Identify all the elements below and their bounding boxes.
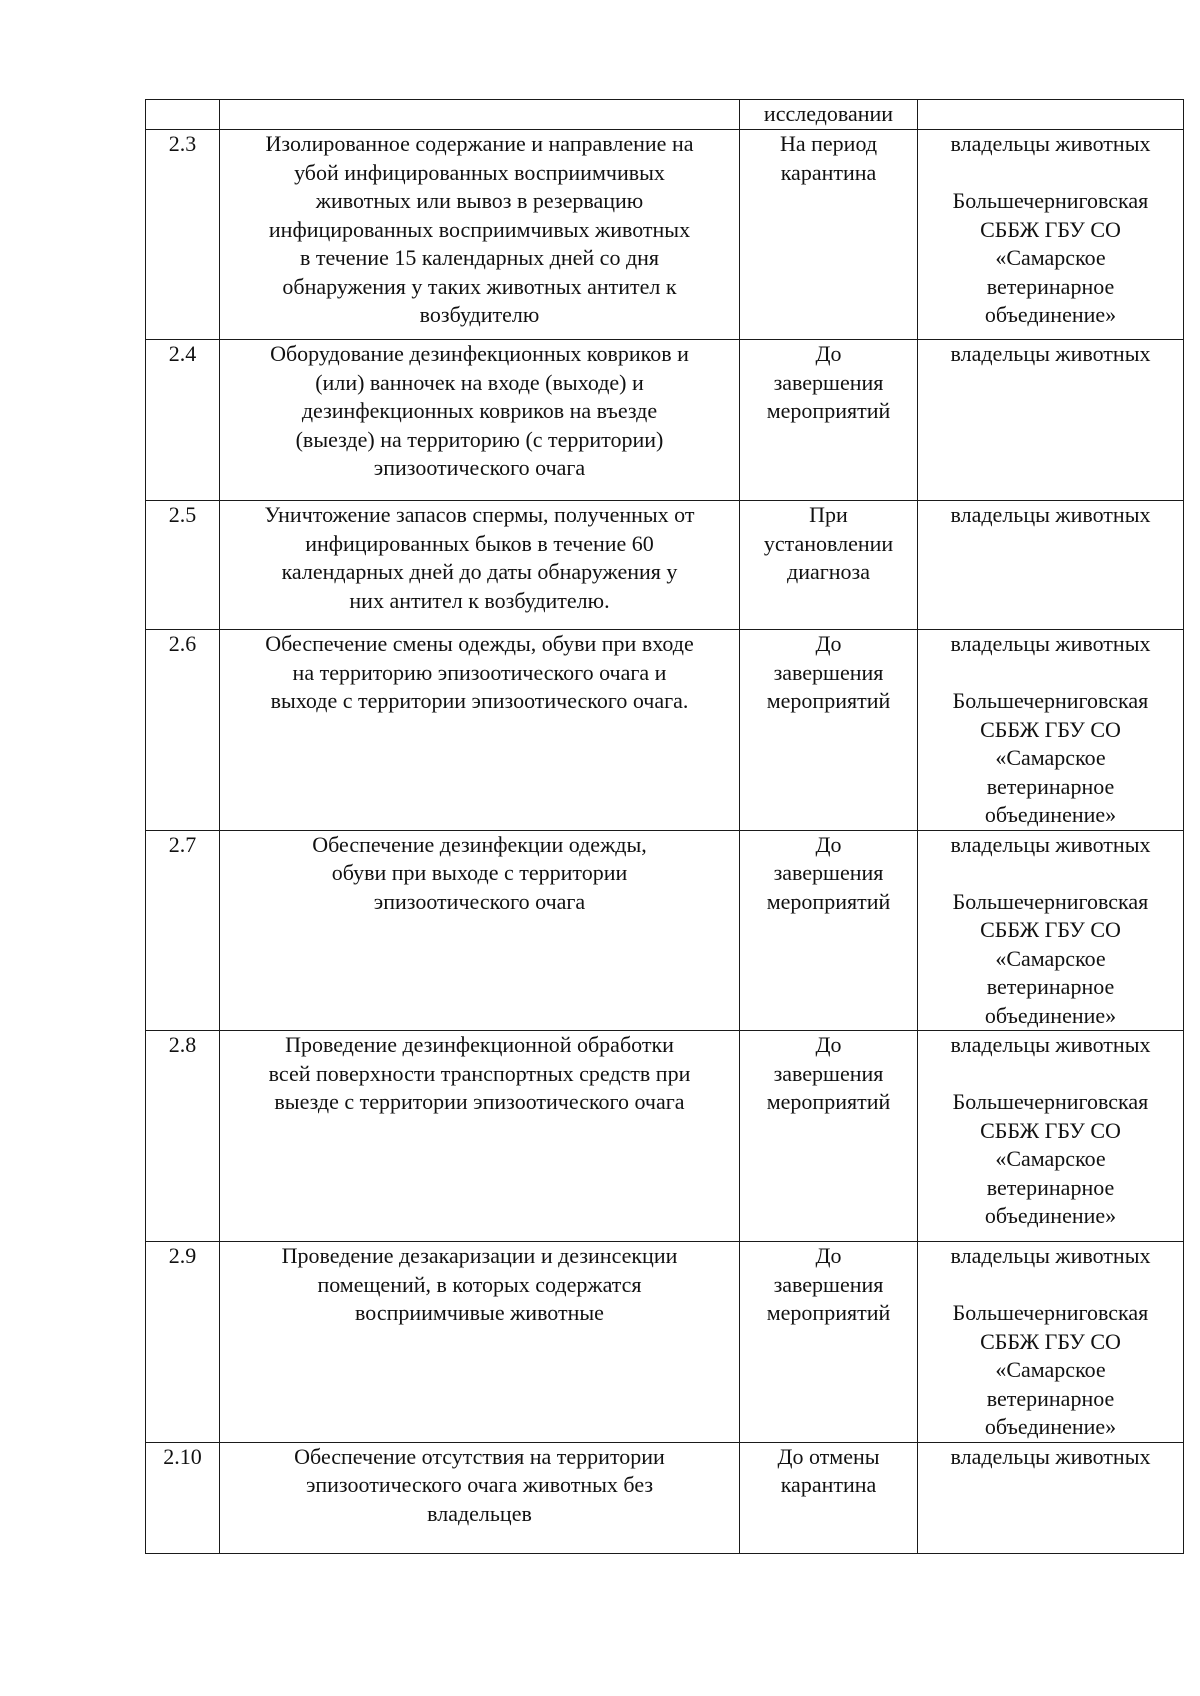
- responsible-organization-line: ветеринарное: [986, 1174, 1115, 1200]
- row-number-cell: [146, 630, 220, 831]
- action-text-line: Проведение дезакаризации и дезинсекции: [281, 1243, 678, 1268]
- action-text-line: эпизоотического очага: [373, 455, 586, 480]
- responsible-organization-line: объединение»: [984, 1203, 1117, 1228]
- responsible-owners: владельцы животных: [950, 1032, 1151, 1057]
- responsible-spacer: [922, 159, 1179, 188]
- term-text-line: До отмены: [777, 1443, 880, 1469]
- table-row: [146, 1442, 1184, 1553]
- table-row: [146, 1242, 1184, 1443]
- term-cell: [740, 130, 918, 340]
- action-text-line: дезинфекционных ковриков на въезде: [301, 398, 658, 423]
- term-cell: [740, 1242, 918, 1443]
- responsible-owners: владельцы животных: [950, 341, 1151, 366]
- term-text-line: До: [815, 341, 842, 366]
- term-text-line: До: [815, 631, 842, 656]
- term-text-line: завершения: [773, 860, 884, 885]
- responsible-spacer: [922, 1271, 1179, 1300]
- action-text-line: (или) ванночек на входе (выходе) и: [315, 369, 644, 395]
- continuation-row: [146, 100, 1184, 130]
- action-text-line: обнаружения у таких животных антител к: [282, 273, 677, 299]
- action-cell: [220, 1031, 740, 1242]
- term-text-line: мероприятий: [766, 1089, 891, 1114]
- term-text-line: завершения: [773, 1060, 884, 1086]
- row-number: 2.9: [168, 1243, 197, 1268]
- responsible-owners: владельцы животных: [950, 502, 1151, 527]
- term-text-line: До: [815, 831, 842, 857]
- table-row: [146, 130, 1184, 340]
- responsible-organization-line: ветеринарное: [986, 974, 1115, 999]
- responsible-organization-line: «Самарское: [995, 945, 1106, 971]
- term-text-line: мероприятий: [766, 1300, 891, 1325]
- responsible-organization-line: ветеринарное: [986, 273, 1115, 299]
- responsible-cell: [918, 1442, 1184, 1553]
- term-text-line: До: [815, 1032, 842, 1057]
- term-text-line: карантина: [780, 1472, 877, 1497]
- term-text-line: мероприятий: [766, 888, 891, 914]
- action-text-line: Уничтожение запасов спермы, полученных от: [264, 502, 695, 527]
- action-cell: [220, 630, 740, 831]
- row-number-cell: [146, 501, 220, 630]
- action-text-line: Обеспечение дезинфекции одежды,: [312, 831, 647, 857]
- responsible-organization-line: СББЖ ГБУ СО: [980, 716, 1121, 742]
- action-text-line: выезде с территории эпизоотического очага: [274, 1089, 685, 1114]
- responsible-organization-line: объединение»: [984, 1002, 1117, 1028]
- action-text-line: помещений, в которых содержатся: [317, 1271, 642, 1297]
- term-text-line: До: [815, 1243, 842, 1268]
- row-number: 2.7: [168, 831, 197, 857]
- row-number: 2.8: [168, 1032, 197, 1057]
- responsible-organization-line: Большечерниговская: [952, 188, 1149, 213]
- row-number-cell: [146, 1031, 220, 1242]
- responsible-organization-line: СББЖ ГБУ СО: [980, 216, 1121, 242]
- responsible-organization-line: «Самарское: [995, 1146, 1106, 1171]
- responsible-organization-line: «Самарское: [995, 245, 1106, 270]
- term-text-line: На период: [779, 131, 878, 156]
- responsible-organization-line: Большечерниговская: [952, 888, 1149, 914]
- responsible-organization-line: ветеринарное: [986, 1385, 1115, 1411]
- continuation-term-line: исследовании: [763, 101, 894, 126]
- action-text-line: Проведение дезинфекционной обработки: [285, 1032, 674, 1057]
- term-cell: [740, 1031, 918, 1242]
- responsible-owners: владельцы животных: [950, 1443, 1151, 1469]
- action-text-line: убой инфицированных восприимчивых: [294, 159, 665, 185]
- action-text-line: восприимчивые животные: [355, 1300, 604, 1325]
- row-number-cell: [146, 830, 220, 1031]
- term-cell: [740, 340, 918, 501]
- action-text-line: эпизоотического очага животных без: [305, 1472, 654, 1497]
- term-text-line: завершения: [773, 659, 884, 685]
- action-text-line: календарных дней до даты обнаружения у: [281, 559, 678, 584]
- term-text-line: завершения: [773, 1271, 884, 1297]
- responsible-organization-line: Большечерниговская: [952, 688, 1149, 713]
- responsible-organization-line: Большечерниговская: [952, 1089, 1149, 1114]
- row-number-cell: [146, 340, 220, 501]
- term-text-line: завершения: [773, 369, 884, 395]
- action-text-line: владельцев: [427, 1500, 532, 1526]
- responsible-cell: [918, 630, 1184, 831]
- action-text-line: обуви при выходе с территории: [331, 860, 628, 885]
- responsible-cell: [918, 340, 1184, 501]
- continuation-action-cell: [220, 100, 740, 130]
- action-cell: [220, 340, 740, 501]
- action-text-line: Изолированное содержание и направление на: [265, 131, 694, 156]
- action-text-line: (выезде) на территорию (с территории): [295, 426, 664, 452]
- responsible-organization-line: «Самарское: [995, 745, 1106, 770]
- action-cell: [220, 1442, 740, 1553]
- table-row: [146, 501, 1184, 630]
- responsible-organization-line: объединение»: [984, 302, 1117, 327]
- table-row: [146, 630, 1184, 831]
- responsible-organization-line: Большечерниговская: [952, 1300, 1149, 1325]
- responsible-organization-line: СББЖ ГБУ СО: [980, 1117, 1121, 1143]
- responsible-organization-line: «Самарское: [995, 1357, 1106, 1382]
- term-cell: [740, 501, 918, 630]
- responsible-cell: [918, 130, 1184, 340]
- action-cell: [220, 1242, 740, 1443]
- action-cell: [220, 830, 740, 1031]
- term-cell: [740, 1442, 918, 1553]
- responsible-owners: владельцы животных: [950, 131, 1151, 156]
- row-number: 2.4: [168, 341, 197, 366]
- action-text-line: на территорию эпизоотического очага и: [292, 659, 667, 685]
- action-text-line: выходе с территории эпизоотического очага.: [270, 688, 689, 713]
- responsible-organization-line: СББЖ ГБУ СО: [980, 917, 1121, 942]
- term-text-line: При: [809, 502, 848, 527]
- action-text-line: эпизоотического очага: [373, 888, 586, 914]
- continuation-responsible-cell: [918, 100, 1184, 130]
- responsible-organization-line: ветеринарное: [986, 773, 1115, 799]
- responsible-cell: [918, 1242, 1184, 1443]
- row-number: 2.3: [168, 131, 197, 156]
- term-text-line: установлении: [763, 530, 894, 556]
- action-text-line: животных или вывоз в резервацию: [315, 188, 644, 213]
- term-text-line: мероприятий: [766, 398, 891, 423]
- responsible-organization-line: СББЖ ГБУ СО: [980, 1328, 1121, 1354]
- action-text-line: них антител к возбудителю.: [349, 587, 610, 613]
- action-text-line: Обеспечение отсутствия на территории: [294, 1443, 665, 1469]
- responsible-organization-line: объединение»: [984, 1414, 1117, 1439]
- action-cell: [220, 501, 740, 630]
- action-cell: [220, 130, 740, 340]
- term-cell: [740, 830, 918, 1031]
- row-number: 2.6: [168, 631, 197, 656]
- responsible-organization-line: объединение»: [984, 802, 1117, 827]
- responsible-spacer: [922, 659, 1179, 688]
- responsible-owners: владельцы животных: [950, 631, 1151, 656]
- action-text-line: инфицированных быков в течение 60: [305, 530, 654, 556]
- term-text-line: диагноза: [787, 559, 870, 584]
- row-number: 2.5: [168, 502, 197, 527]
- action-text-line: всей поверхности транспортных средств при: [268, 1060, 691, 1086]
- row-number-cell: [146, 1242, 220, 1443]
- responsible-owners: владельцы животных: [950, 1243, 1151, 1268]
- term-text-line: мероприятий: [766, 688, 891, 713]
- row-number: 2.10: [163, 1443, 202, 1469]
- action-text-line: Оборудование дезинфекционных ковриков и: [270, 341, 689, 366]
- continuation-num-cell: [146, 100, 220, 130]
- row-number-cell: [146, 1442, 220, 1553]
- table-row: [146, 830, 1184, 1031]
- responsible-cell: [918, 1031, 1184, 1242]
- row-number-cell: [146, 130, 220, 340]
- action-text-line: возбудителю: [419, 302, 540, 327]
- responsible-cell: [918, 501, 1184, 630]
- table-row: [146, 1031, 1184, 1242]
- continuation-term-cell: [740, 100, 918, 130]
- table-row: [146, 340, 1184, 501]
- measures-table-body: [146, 100, 1184, 1554]
- responsible-owners: владельцы животных: [950, 831, 1151, 857]
- responsible-spacer: [922, 859, 1179, 888]
- action-text-line: в течение 15 календарных дней со дня: [299, 245, 660, 270]
- action-text-line: Обеспечение смены одежды, обуви при входе: [265, 631, 694, 656]
- responsible-cell: [918, 830, 1184, 1031]
- measures-table: [145, 99, 1184, 1554]
- responsible-spacer: [922, 1060, 1179, 1089]
- term-text-line: карантина: [780, 159, 877, 185]
- term-cell: [740, 630, 918, 831]
- action-text-line: инфицированных восприимчивых животных: [268, 216, 691, 242]
